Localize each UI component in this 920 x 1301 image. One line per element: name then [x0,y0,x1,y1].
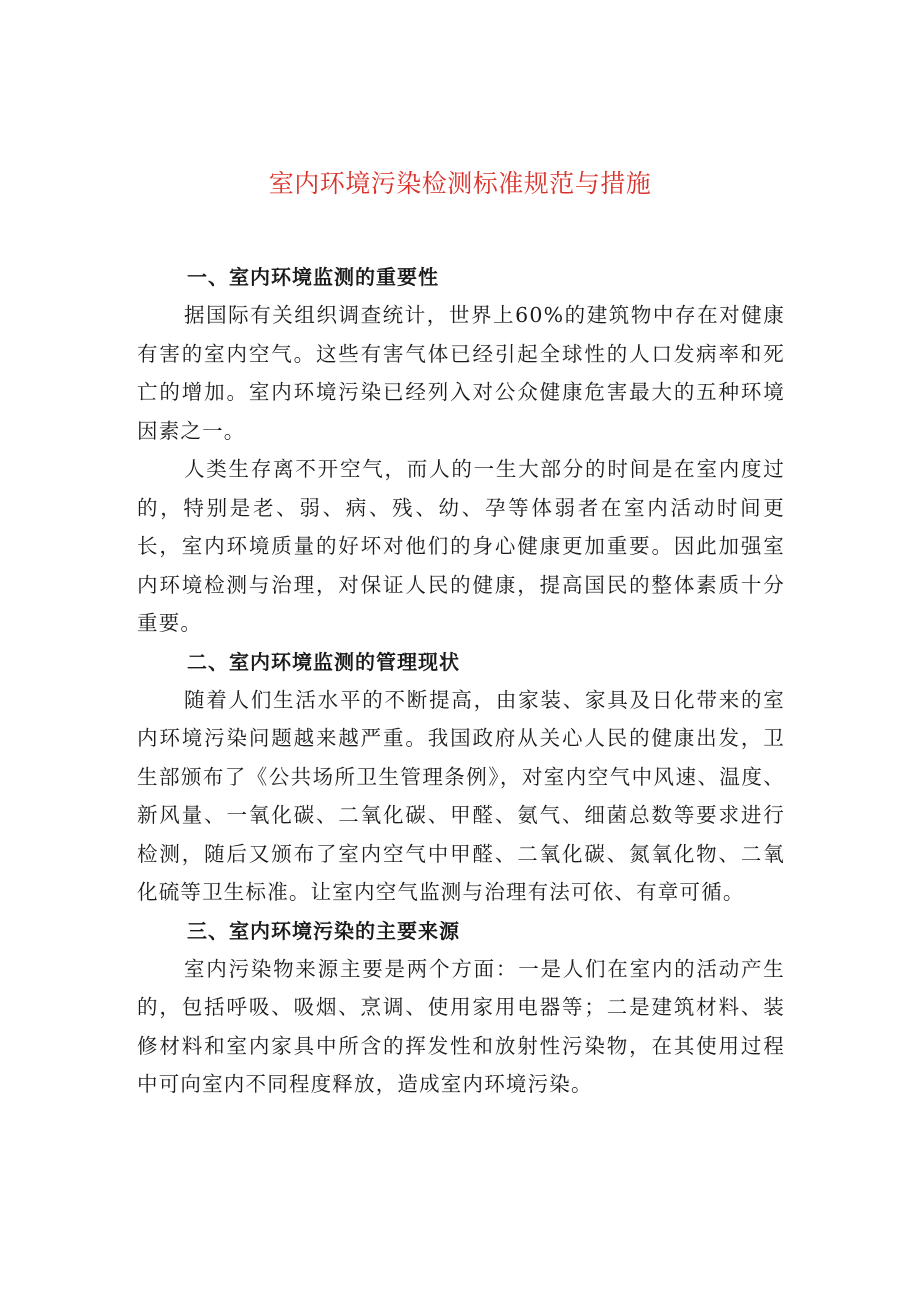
document-title: 室内环境污染检测标准规范与措施 [268,169,652,198]
section-importance [137,258,785,643]
paragraph: 室内污染物来源主要是两个方面：一是人们在室内的活动产生的，包括呼吸、吸烟、烹调、使用家用电器等；二是建筑材料、装修材料和室内家具中所含的挥发性和放射性污染物，在其使用过程中可向室内不同程度释放，造成室内环境污染。 [137,956,785,1096]
section-management-status [137,643,785,912]
section-heading: 三、室内环境污染的主要来源 [187,918,460,943]
paragraph: 随着人们生活水平的不断提高，由家装、家具及日化带来的室内环境污染问题越来越严重。我国政府从关心人民的健康出发，卫生部颁布了《公共场所卫生管理条例》，对室内空气中风速、温度、新风量、一氧化碳、二氧化碳、甲醛、氨气、细菌总数等要求进行检测，随后又颁布了室内空气中甲醛、二氧化碳、氮氧化物、二氧化硫等卫生标准。让室内空气监测与治理有法可依、有章可循。 [137,687,785,904]
section-pollution-sources [137,912,785,1104]
section-heading: 二、室内环境监测的管理现状 [187,649,460,674]
document-body [137,258,785,1104]
paragraph: 据国际有关组织调查统计，世界上60%的建筑物中存在对健康有害的室内空气。这些有害气体已经引起全球性的人口发病率和死亡的增加。室内环境污染已经列入对公众健康危害最大的五种环境因素之一。 [137,303,785,443]
paragraph: 人类生存离不开空气，而人的一生大部分的时间是在室内度过的，特别是老、弱、病、残、幼、孕等体弱者在室内活动时间更长，室内环境质量的好坏对他们的身心健康更加重要。因此加强室内环境检测与治理，对保证人民的健康，提高国民的整体素质十分重要。 [137,457,785,635]
section-heading: 一、室内环境监测的重要性 [187,265,439,289]
